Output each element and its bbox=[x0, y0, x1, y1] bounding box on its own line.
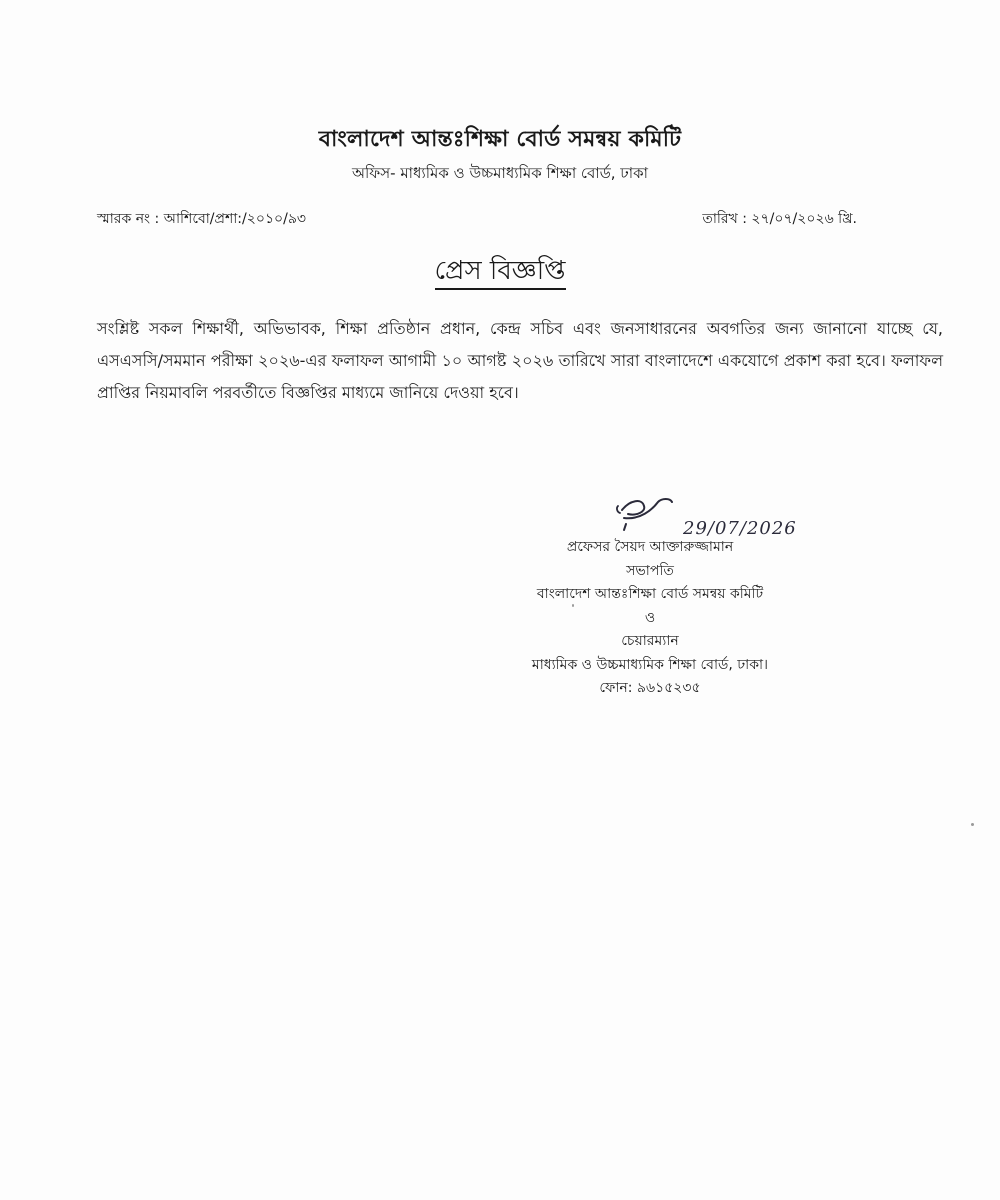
signatory-name: প্রফেসর সৈয়দ আক্তারুজ্জামান bbox=[566, 539, 734, 555]
signatory-board: মাধ্যমিক ও উচ্চমাধ্যমিক শিক্ষা বোর্ড, ঢাকা। bbox=[531, 656, 769, 673]
office-line: অফিস- মাধ্যমিক ও উচ্চমাধ্যমিক শিক্ষা বোর্ড, ঢাকা bbox=[352, 164, 648, 182]
memo-reference: স্মারক নং : আশিবো/প্রশা:/২০১০/৯৩ bbox=[97, 211, 307, 227]
notice-heading bbox=[0, 250, 1000, 294]
signatory-role: চেয়ারম্যান bbox=[621, 633, 679, 649]
signatory-phone: ফোন: ৯৬১৫২৩৫ bbox=[599, 680, 701, 696]
signatory-conjunction: ও bbox=[644, 609, 656, 626]
scan-speck bbox=[971, 823, 974, 826]
scan-speck bbox=[572, 604, 574, 607]
handwritten-date: 29/07/2026 bbox=[683, 518, 797, 539]
memo-date: তারিখ : ২৭/০৭/২০২৬ খ্রি. bbox=[702, 211, 857, 227]
notice-body: সংশ্লিষ্ট সকল শিক্ষার্থী, অভিভাবক, শিক্ষা প্রতিষ্ঠান প্রধান, কেন্দ্র সচিব এবং জনসাধারনের অবগতির জন্য জানানো যাচ্ছে যে, এসএসসি/সমমান পরীক্ষা ২০২৬-এর ফলাফল আগামী ১০ আগষ্ট ২০২৬ তারিখে সারা বাংলাদেশে একযোগে প্রকাশ করা হবে। ফলাফল প্রাপ্তির নিয়মাবলি পরবর্তীতে বিজ্ঞপ্তির মাধ্যমে জানিয়ে দেওয়া হবে। bbox=[97, 319, 943, 402]
signatory-block bbox=[470, 536, 830, 701]
organization-title: বাংলাদেশ আন্তঃশিক্ষা বোর্ড সমন্বয় কমিটি bbox=[318, 127, 682, 152]
signatory-committee: বাংলাদেশ আন্তঃশিক্ষা বোর্ড সমন্বয় কমিটি bbox=[536, 586, 764, 602]
notice-heading-text: প্রেস বিজ্ঞপ্তি bbox=[435, 256, 566, 290]
signatory-title: সভাপতি bbox=[626, 562, 674, 579]
